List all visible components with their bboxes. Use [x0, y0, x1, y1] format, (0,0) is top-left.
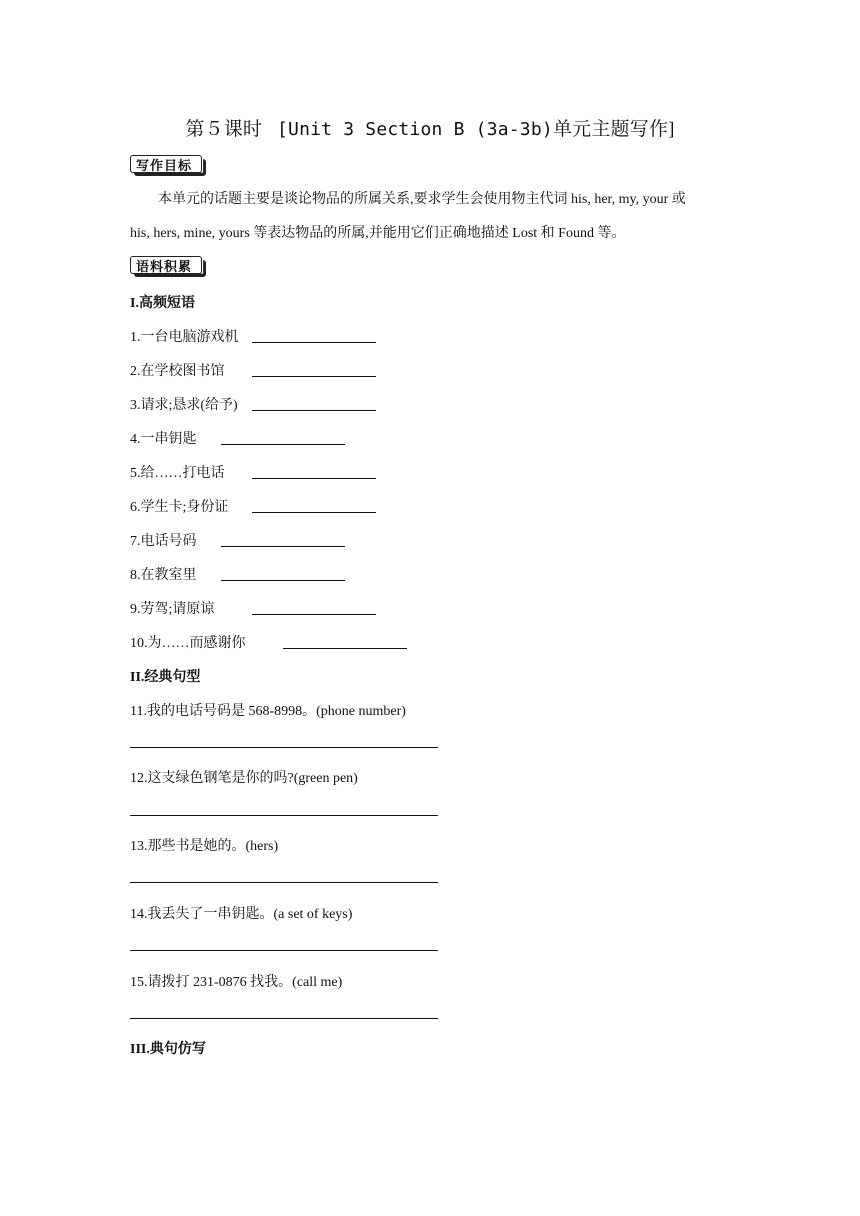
page-title [0, 114, 860, 141]
material-badge [130, 256, 206, 276]
section-heading-sentences: II.经典句型 [130, 670, 201, 685]
title-lesson: 第５课时 [185, 119, 263, 140]
phrase-item: 7.电话号码 [130, 534, 197, 549]
title-unit: [Unit 3 Section B (3a-3b) [277, 119, 553, 140]
answer-line[interactable] [130, 815, 438, 816]
phrase-item: 3.请求;恳求(给予) [130, 398, 238, 413]
sentence-item: 11.我的电话号码是 568-8998。(phone number) [130, 704, 406, 719]
phrase-item: 9.劳驾;请原谅 [130, 602, 215, 617]
answer-blank[interactable] [252, 614, 376, 615]
section-heading-phrases: I.高频短语 [130, 296, 195, 311]
sentence-item: 13.那些书是她的。(hers) [130, 839, 279, 854]
phrase-item: 5.给……打电话 [130, 466, 225, 481]
answer-blank[interactable] [252, 478, 376, 479]
writing-goal-label: 写作目标 [136, 158, 193, 174]
answer-blank[interactable] [252, 512, 376, 513]
answer-line[interactable] [130, 882, 438, 883]
writing-goal-badge [130, 155, 206, 175]
intro-line-2: his, hers, mine, yours 等表达物品的所属,并能用它们正确地描述 Lost 和 Found 等。 [130, 226, 626, 241]
sentence-item: 12.这支绿色钢笔是你的吗?(green pen) [130, 771, 358, 786]
answer-line[interactable] [130, 747, 438, 748]
phrase-item: 4.一串钥匙 [130, 432, 197, 447]
phrase-item: 6.学生卡;身份证 [130, 500, 229, 515]
answer-blank[interactable] [283, 648, 407, 649]
phrase-item: 8.在教室里 [130, 568, 197, 583]
sentence-item: 14.我丢失了一串钥匙。(a set of keys) [130, 907, 353, 922]
answer-line[interactable] [130, 1018, 438, 1019]
title-topic: 单元主题写作] [552, 119, 675, 140]
phrase-item: 1.一台电脑游戏机 [130, 330, 239, 345]
answer-line[interactable] [130, 950, 438, 951]
answer-blank[interactable] [252, 376, 376, 377]
section-heading-imitation: III.典句仿写 [130, 1042, 206, 1057]
intro-line-1: 本单元的话题主要是谈论物品的所属关系,要求学生会使用物主代词 his, her, my, your 或 [158, 192, 686, 207]
answer-blank[interactable] [221, 580, 345, 581]
answer-blank[interactable] [252, 410, 376, 411]
material-label: 语料积累 [136, 259, 193, 275]
sentence-item: 15.请拨打 231-0876 找我。(call me) [130, 975, 343, 990]
answer-blank[interactable] [221, 444, 345, 445]
answer-blank[interactable] [221, 546, 345, 547]
phrase-item: 2.在学校图书馆 [130, 364, 225, 379]
answer-blank[interactable] [252, 342, 376, 343]
phrase-item: 10.为……而感谢你 [130, 636, 246, 651]
